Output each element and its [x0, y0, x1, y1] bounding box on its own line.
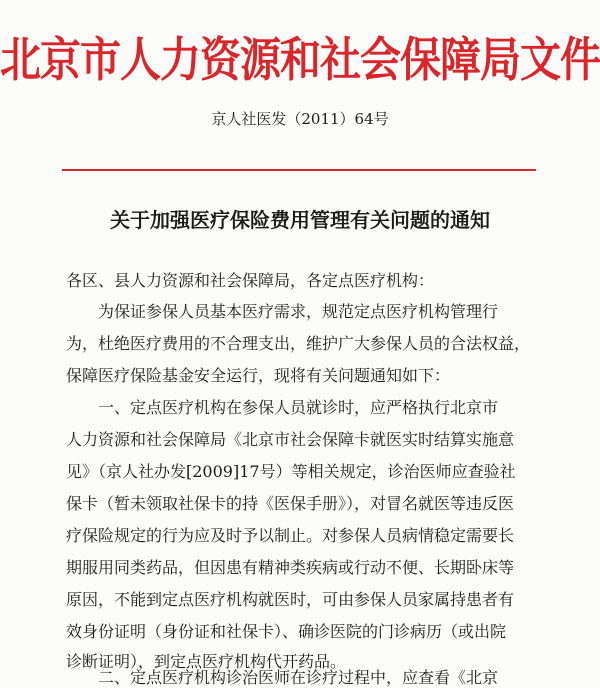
- body-line: 保卡（暂未领取社保卡的持《医保手册》），对冒名就医等违反医: [66, 494, 515, 513]
- body-line: 效身份证明（身份证和社保卡）、确诊医院的门诊病历（或出院: [66, 622, 507, 641]
- document-header-title: 北京市人力资源和社会保障局文件: [0, 32, 600, 88]
- body-line: 人力资源和社会保障局《北京市社会保障卡就医实时结算实施意: [66, 430, 515, 449]
- body-line: 原因，不能到定点医疗机构就医时，可由参保人员家属持患者有: [66, 590, 515, 609]
- body-line: 诊断证明），到定点医疗机构代开药品。: [66, 652, 347, 671]
- body-line: 疗保险规定的行为应及时予以制止。对参保人员病情稳定需要长: [66, 526, 515, 545]
- body-line: 为，杜绝医疗费用的不合理支出，维护广大参保人员的合法权益，: [66, 334, 531, 353]
- body-line: 期服用同类药品，但因患有精神类疾病或行动不便、长期卧床等: [66, 558, 515, 577]
- body-line: 为保证参保人员基本医疗需求，规范定点医疗机构管理行: [98, 302, 499, 321]
- body-line: 一、定点医疗机构在参保人员就诊时，应严格执行北京市: [98, 398, 499, 417]
- red-divider-line: [62, 169, 536, 171]
- addressee-line: 各区、县人力资源和社会保障局，各定点医疗机构：: [66, 271, 435, 290]
- body-line: 保障医疗保险基金安全运行，现将有关问题通知如下：: [66, 366, 451, 385]
- body-line: 见》（京人社办发[2009]17号）等相关规定，诊治医师应查验社: [66, 462, 516, 481]
- body-line: 二、定点医疗机构诊治医师在诊疗过程中，应查看《北京: [98, 668, 499, 687]
- document-number: 京人社医发（2011）64号: [211, 110, 389, 128]
- notice-title: 关于加强医疗保险费用管理有关问题的通知: [110, 208, 490, 232]
